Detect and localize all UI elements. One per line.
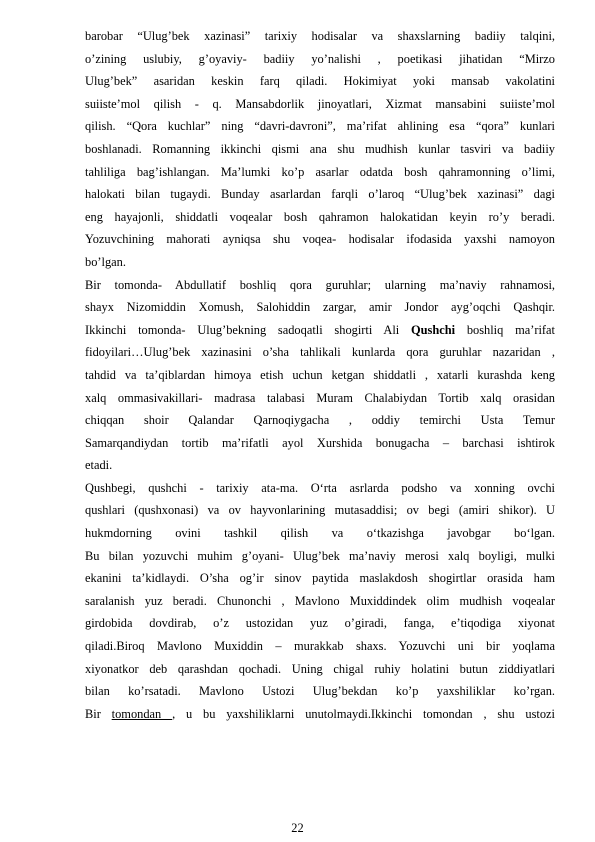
text-line: xiyonatkor deb qarashdan qochadi. Uning chigal ruhiy holatini butun ziddiyatlari [85,661,555,676]
text-line: tahdid va ta’qiblardan himoya etish uchun ketgan shiddatli , xatarli kurashda keng [85,367,555,382]
text-line: hukmdorning ovini tashkil qilish va oʻtkazishga javobgar boʻlgan. [85,526,555,541]
text-line: shayx Nizomiddin Xomush, Salohiddin zargar, amir Jondor ayg’oqchi Qashqir. [85,300,555,315]
text-line: suiisteʼmol qilish - q. Mansabdorlik jinoyatlari, Xizmat mansabini suiisteʼmol [85,96,555,111]
text-line: Yozuvchining mahorati ayniqsa shu voqea- hodisalar ifodasida yaxshi namoyon [85,232,555,247]
underlined-text-run: tomondan [111,706,173,721]
text-line [85,319,555,342]
text-line: saralanish yuz beradi. Chunonchi , Mavlono Muxiddindek olim mudhish voqealar [85,593,555,608]
text-line [85,703,555,726]
bold-text-run: Qushchi [410,322,456,337]
text-line: qushlari (qushxonasi) va ov hayvonlarining mutasaddisi; ov begi (amiri shikor). U [85,503,555,518]
text-run: boshliq ma’rifat [455,322,555,337]
text-line: Bir tomonda- Abdullatif boshliq qora guruhlar; ularning ma’naviy rahnamosi, [85,277,555,292]
text-line: qilish. “Qora kuchlar” ning “davri-davroni”, ma’rifat ahlining esa “qora” kunlari [85,119,555,134]
text-line: barobar “Ulug’bek xazinasi” tarixiy hodisalar va shaxslarning badiiy talqini, [85,29,555,43]
text-line: girdobida dovdirab, o’z ustozidan yuz o’giradi, fanga, e’tiqodiga xiyonat [85,616,555,631]
text-line: bo’lgan. [85,254,126,269]
text-line: boshlanadi. Romanning ikkinchi qismi ana shu mudhish kunlar tasviri va badiiy [85,141,555,156]
text-line: xalq ommasivakillari- madrasa talabasi Muram Chalabiydan Tortib xalq orasidan [85,390,555,405]
text-line: eng hayajonli, shiddatli voqealar bosh qahramon halokatidan keyin ro’y beradi. [85,209,555,224]
text-line: o’zining uslubiy, g’oyaviy- badiiy yo’nalishi , poetikasi jihatidan “Mirzo [85,51,555,66]
text-line: tahliliga bag’ishlangan. Ma’lumki ko’p asarlar odatda bosh qahramonning o’limi, [85,164,555,179]
text-line: Bu bilan yozuvchi muhim g’oyani- Ulug’bek ma’naviy merosi xalq boyligi, mulki [85,548,555,563]
body-text [85,25,555,725]
text-line: etadi. [85,458,113,473]
text-line: Qushbegi, qushchi - tarixiy ata-ma. Oʻrta asrlarda podsho va xonning ovchi [85,480,555,495]
text-run: Ikkinchi tomonda- Ulug’bekning sadoqatli shogirti Ali [85,322,411,337]
text-line: ekanini ta’kidlaydi. O’sha og’ir sinov paytida maslakdosh shogirtlar orasida ham [85,571,555,586]
text-line: qiladi.Biroq Mavlono Muxiddin – murakkab shaxs. Yozuvchi uni bir yoqlama [85,639,555,654]
text-line: halokati bilan tugaydi. Bunday asarlardan farqli o’laroq “Ulug’bek xazinasi” dagi [85,187,555,202]
text-line: chiqqan shoir Qalandar Qarnoqiygacha , oddiy temirchi Usta Temur [85,413,555,428]
text-run: , u bu yaxshiliklarni unutolmaydi.Ikkinchi tomondan , shu ustozi [172,706,556,721]
page-number: 22 [291,821,304,835]
text-run: Bir [85,706,112,721]
text-line: Samarqandiydan tortib ma’rifatli ayol Xurshida bonugacha – barchasi ishtirok [85,435,555,450]
text-line: bilan ko’rsatadi. Mavlono Ustozi Ulug’bekdan ko’p yaxshiliklar ko’rgan. [85,684,555,699]
text-line: fidoyilari…Ulug’bek xazinasini o’sha tahlikali kunlarda qora guruhlar nazaridan , [85,345,555,360]
text-line: Ulug’bek” asaridan keskin farq qiladi. Hokimiyat yoki mansab vakolatini [85,74,555,89]
